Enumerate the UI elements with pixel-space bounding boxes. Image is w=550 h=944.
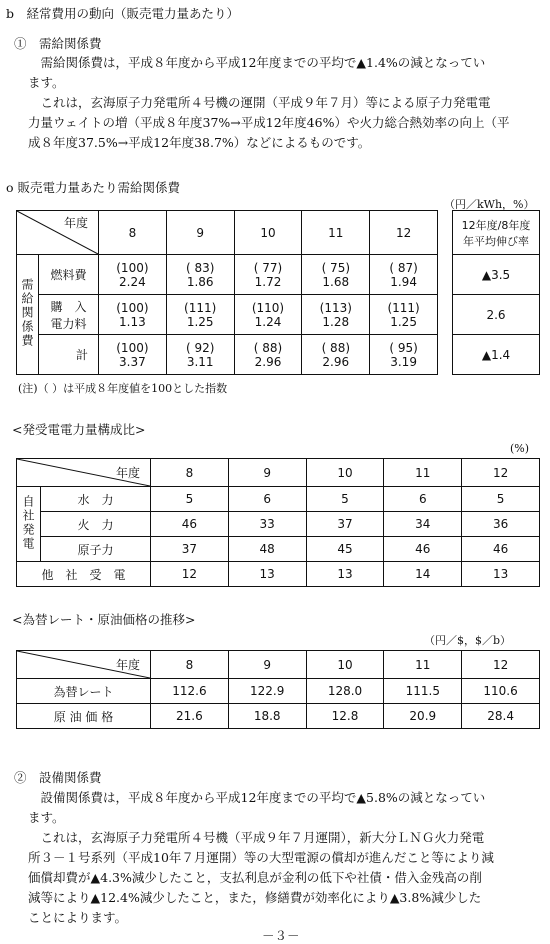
- growth-value: ▲1.4: [453, 335, 540, 375]
- text-line: ます。: [28, 810, 65, 825]
- value: 1.86: [186, 274, 214, 289]
- table2-cell: 5: [306, 487, 384, 512]
- table3-cell: 128.0: [306, 679, 384, 704]
- table3-cell: 112.6: [151, 679, 229, 704]
- table2-cell: 46: [151, 512, 229, 537]
- table3-corner: [17, 651, 151, 679]
- table2-cell: 6: [228, 487, 306, 512]
- value: 1.25: [186, 314, 214, 329]
- table2: [16, 458, 540, 587]
- table1-title: o 販売電力量あたり需給関係費: [6, 180, 180, 195]
- index-value: ( 88): [253, 340, 283, 355]
- index-value: (111): [387, 300, 420, 315]
- index-value: ( 83): [185, 260, 215, 275]
- subsection-heading-1: ① 需給関係費: [14, 36, 102, 51]
- table3-corner-label: 年度: [115, 658, 140, 672]
- text-line: これは，玄海原子力発電所４号機の運開（平成９年７月）等による原子力発電電: [40, 95, 491, 110]
- table2-cell: 14: [384, 562, 462, 587]
- table2-row-label: 水 力: [41, 487, 151, 512]
- table1-cell: [302, 295, 370, 335]
- table2-group-label: [17, 487, 41, 562]
- table3-title: <為替レート・原油価格の推移>: [12, 612, 196, 627]
- table1-cell: [99, 295, 167, 335]
- growth-header: [453, 211, 540, 255]
- table1-year: 8: [99, 211, 167, 255]
- text-line: 設備関係費は，平成８年度から平成12年度までの平均で▲5.8%の減となってい: [40, 790, 486, 805]
- table2-cell: 37: [306, 512, 384, 537]
- table3-year: 12: [462, 651, 540, 679]
- value: 3.37: [119, 354, 146, 369]
- table3-year: 11: [384, 651, 462, 679]
- paragraph-2: [28, 788, 538, 928]
- table1-row-label: 計: [39, 335, 99, 375]
- table3-year: 10: [306, 651, 384, 679]
- table1-cell: [234, 295, 302, 335]
- value: 3.11: [186, 354, 214, 369]
- value: 1.25: [390, 314, 417, 329]
- index-value: ( 92): [185, 340, 215, 355]
- section-heading: b 経常費用の動向（販売電力量あたり）: [6, 6, 240, 21]
- value: 2.96: [322, 354, 350, 369]
- table3-cell: 122.9: [228, 679, 306, 704]
- table2-year: 10: [306, 459, 384, 487]
- table3-cell: 111.5: [384, 679, 462, 704]
- text-line: 減等により▲12.4%減少したこと，また，修繕費が効率化により▲3.8%減少した: [28, 890, 482, 905]
- table1-cell: [99, 255, 167, 295]
- table1-cell: [234, 255, 302, 295]
- table2-cell: 46: [384, 537, 462, 562]
- row-label-line: 購 入: [50, 299, 87, 314]
- table3-cell: 18.8: [228, 704, 306, 729]
- table1-cell: [99, 335, 167, 375]
- growth-value: 2.6: [453, 295, 540, 335]
- value: 1.68: [322, 274, 350, 289]
- growth-header-line: 12年度/8年度: [461, 218, 531, 232]
- text-line: ことによります。: [28, 910, 128, 925]
- table1-cell: [370, 295, 438, 335]
- table1-corner: [17, 211, 99, 255]
- growth-value: ▲3.5: [453, 255, 540, 295]
- table3-row-label: 為替レート: [17, 679, 151, 704]
- table3-cell: 12.8: [306, 704, 384, 729]
- table2-unit: (%): [510, 442, 530, 455]
- subsection-heading-2: ② 設備関係費: [14, 770, 102, 785]
- table1-growth: [452, 210, 540, 375]
- table1-year: 12: [370, 211, 438, 255]
- table2-year: 8: [151, 459, 229, 487]
- table2-row-label: 火 力: [41, 512, 151, 537]
- value: 1.72: [254, 274, 282, 289]
- index-value: (100): [116, 260, 149, 275]
- table2-cell: 48: [228, 537, 306, 562]
- value: 1.24: [254, 314, 282, 329]
- table2-cell: 45: [306, 537, 384, 562]
- table1-year: 9: [166, 211, 234, 255]
- table1-cell: [166, 335, 234, 375]
- text-line: 成８年度37.5%→平成12年度38.7%）などによるものです。: [28, 135, 371, 150]
- table1-unit: （円／kWh，%）: [444, 198, 535, 211]
- value: 1.13: [119, 314, 146, 329]
- table2-row-label: 原子力: [41, 537, 151, 562]
- table1-group-label: [17, 255, 39, 375]
- table3-cell: 110.6: [462, 679, 540, 704]
- text-line: 価償却費が▲4.3%減少したこと，支払利息が金利の低下や社債・借入金残高の削: [28, 870, 482, 885]
- table1-cell: [234, 335, 302, 375]
- index-value: ( 77): [253, 260, 283, 275]
- table3-unit: （円／$，$／b）: [424, 634, 512, 647]
- table1-cell: [302, 255, 370, 295]
- table2-cell: 33: [228, 512, 306, 537]
- page-number: －３－: [262, 928, 300, 943]
- text-line: ます。: [28, 75, 65, 90]
- paragraph-1: [28, 53, 538, 153]
- index-value: (111): [184, 300, 217, 315]
- table2-cell: 12: [151, 562, 229, 587]
- table1-cell: [370, 255, 438, 295]
- table1-corner-label: 年度: [63, 216, 88, 230]
- table1-cell: [166, 255, 234, 295]
- table2-year: 11: [384, 459, 462, 487]
- table2-group-label-text: 自社発電: [21, 494, 35, 551]
- index-value: ( 75): [321, 260, 351, 275]
- table1-cell: [370, 335, 438, 375]
- table2-cell: 36: [462, 512, 540, 537]
- value: 1.28: [322, 314, 350, 329]
- table1-year: 10: [234, 211, 302, 255]
- table1-group-label-text: 需給関係費: [20, 278, 34, 348]
- table2-cell: 6: [384, 487, 462, 512]
- value: 2.24: [119, 274, 146, 289]
- growth-header-line: 年平均伸び率: [463, 234, 529, 248]
- table1-row-label: 燃料費: [39, 255, 99, 295]
- index-value: ( 95): [389, 340, 418, 355]
- index-value: ( 87): [389, 260, 418, 275]
- text-line: 所３－１号系列（平成10年７月運開）等の大型電源の償却が進んだこと等により減: [28, 850, 494, 865]
- table2-year: 9: [228, 459, 306, 487]
- text-line: 需給関係費は，平成８年度から平成12年度までの平均で▲1.4%の減となってい: [40, 55, 486, 70]
- value: 2.96: [254, 354, 282, 369]
- value: 3.19: [390, 354, 417, 369]
- index-value: (100): [116, 340, 149, 355]
- table3-cell: 21.6: [151, 704, 229, 729]
- table2-cell: 5: [151, 487, 229, 512]
- table1-row-label: [39, 295, 99, 335]
- index-value: ( 88): [321, 340, 351, 355]
- table2-title: <発受電電力量構成比>: [12, 422, 146, 437]
- table2-corner-label: 年度: [115, 466, 140, 480]
- table3-cell: 28.4: [462, 704, 540, 729]
- table2-cell: 13: [462, 562, 540, 587]
- table3-cell: 20.9: [384, 704, 462, 729]
- table2-year: 12: [462, 459, 540, 487]
- table2-cell: 46: [462, 537, 540, 562]
- row-label-line: 電力料: [50, 316, 87, 331]
- table2-cell: 37: [151, 537, 229, 562]
- index-value: (113): [319, 300, 352, 315]
- table3-year: 8: [151, 651, 229, 679]
- table2-cell: 34: [384, 512, 462, 537]
- text-line: 力量ウェイトの増（平成８年度37%→平成12年度46%）や火力総合熱効率の向上（平: [28, 115, 510, 130]
- table3-row-label: 原 油 価 格: [17, 704, 151, 729]
- table1-cell: [166, 295, 234, 335]
- table2-cell: 5: [462, 487, 540, 512]
- table1-note: (注)（ ）は平成８年度値を100とした指数: [18, 382, 228, 395]
- index-value: (110): [251, 300, 285, 315]
- index-value: (100): [116, 300, 149, 315]
- table1-cell: [302, 335, 370, 375]
- table3: [16, 650, 540, 729]
- table2-corner: [17, 459, 151, 487]
- table1: [16, 210, 438, 375]
- table2-cell: 13: [228, 562, 306, 587]
- value: 1.94: [390, 274, 417, 289]
- table1-year: 11: [302, 211, 370, 255]
- table2-cell: 13: [306, 562, 384, 587]
- table3-year: 9: [228, 651, 306, 679]
- text-line: これは，玄海原子力発電所４号機（平成９年７月運開），新大分ＬＮＧ火力発電: [40, 830, 485, 845]
- table2-row-label: 他 社 受 電: [17, 562, 151, 587]
